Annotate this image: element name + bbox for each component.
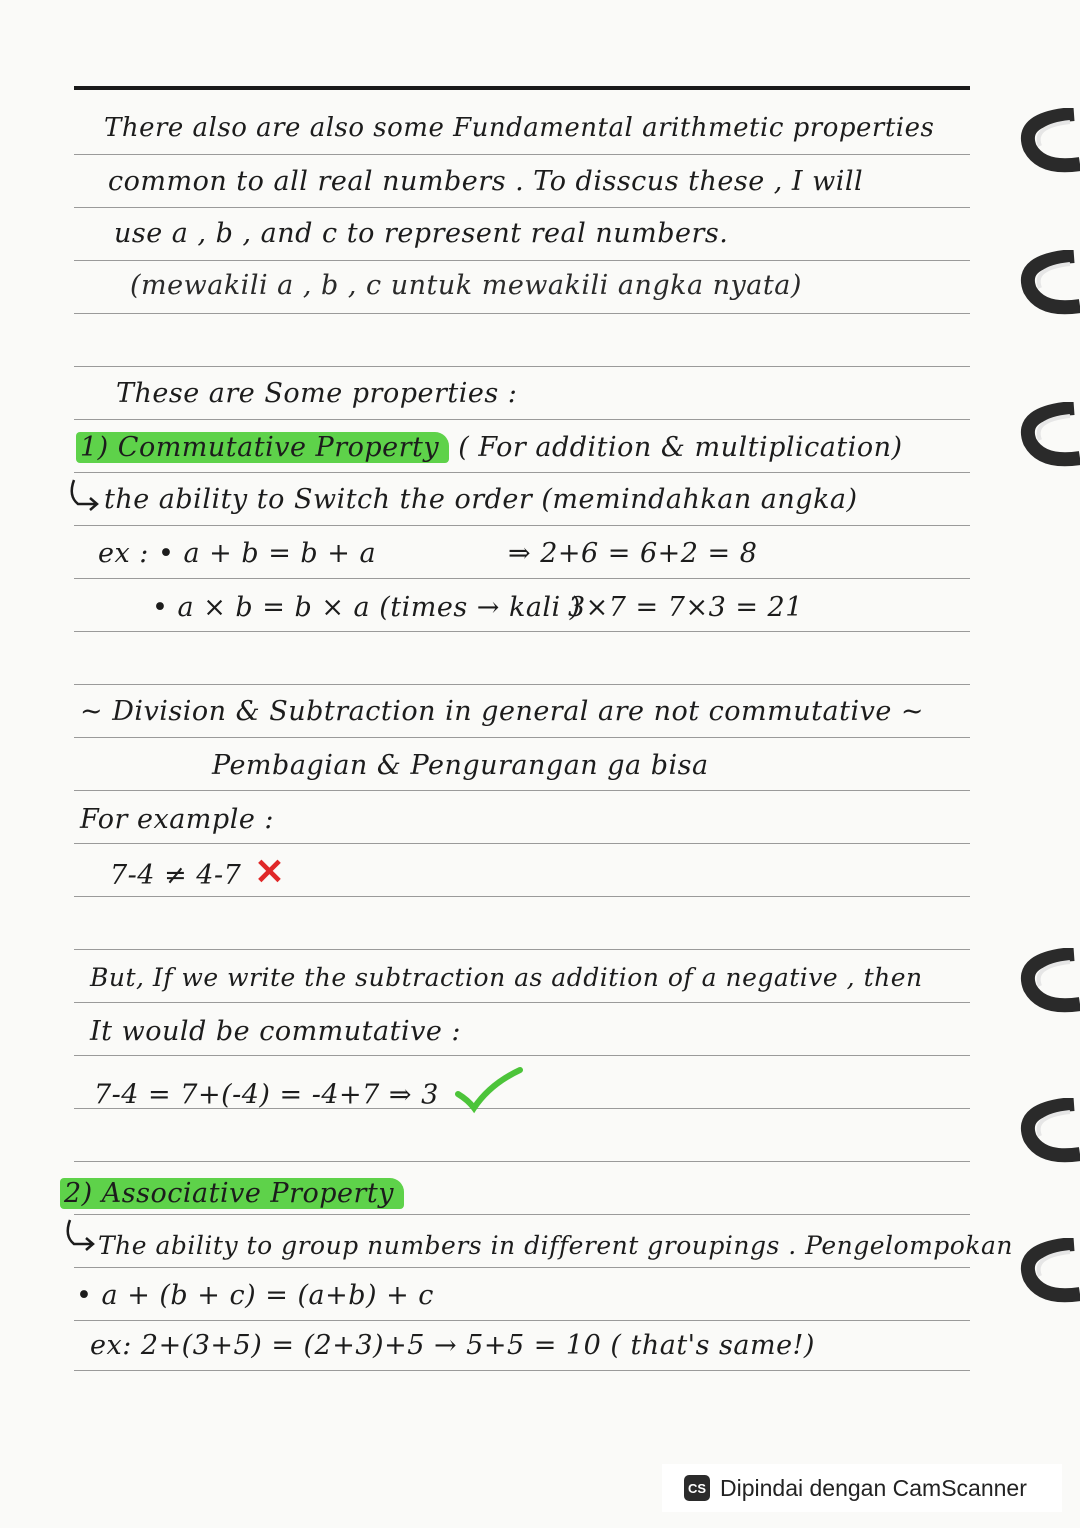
note-line-16-wrap	[94, 1066, 524, 1126]
ruled-line	[74, 578, 970, 579]
binding-ring-icon	[1014, 250, 1080, 316]
associative-heading: 2) Associative Property	[60, 1178, 404, 1209]
ruled-line	[74, 313, 970, 314]
camscanner-text: Dipindai dengan CamScanner	[720, 1474, 1027, 1501]
binding-ring-icon	[1014, 948, 1080, 1014]
ruled-line	[74, 631, 970, 632]
note-line-16: 7-4 = 7+(-4) = -4+7 ⇒ 3	[94, 1079, 439, 1111]
note-line-8b: ⇒ 2+6 = 6+2 = 8	[508, 538, 758, 569]
associative-heading-line	[60, 1174, 404, 1214]
note-line-5: These are Some properties :	[116, 378, 518, 409]
commutative-note: ( For addition & multiplication)	[458, 432, 903, 463]
ruled-line	[74, 1320, 970, 1321]
note-line-15: It would be commutative :	[90, 1016, 462, 1047]
note-line-13-wrap	[110, 852, 285, 896]
ruled-line	[74, 1161, 970, 1162]
ruled-line	[74, 154, 970, 155]
commutative-heading-line	[76, 428, 903, 468]
note-line-14: But, If we write the subtraction as addition of a negative , then	[90, 963, 923, 992]
ruled-line	[74, 949, 970, 950]
note-line-10: ~ Division & Subtraction in general are not commutative ~	[80, 696, 925, 727]
ruled-line	[74, 366, 970, 367]
note-line-20: ex: 2+(3+5) = (2+3)+5 → 5+5 = 10 ( that's same!)	[90, 1330, 815, 1361]
ruled-line	[74, 260, 970, 261]
ruled-line	[74, 896, 970, 897]
ruled-line	[74, 1214, 970, 1215]
note-line-9b: 3×7 = 7×3 = 21	[568, 592, 803, 623]
note-line-8a: ex : • a + b = b + a	[98, 538, 377, 569]
note-line-13: 7-4 ≠ 4-7	[110, 860, 242, 891]
note-line-11: Pembagian & Pengurangan ga bisa	[212, 750, 709, 781]
ruled-line	[74, 790, 970, 791]
binding-ring-icon	[1014, 1238, 1080, 1304]
check-icon	[454, 1066, 524, 1126]
note-line-1: There also are also some Fundamental arithmetic properties	[104, 113, 935, 143]
binding-ring-icon	[1014, 108, 1080, 174]
cross-icon: ✕	[254, 851, 286, 893]
note-line-3: use a , b , and c to represent real numbers.	[114, 218, 729, 249]
ruled-line	[74, 207, 970, 208]
ruled-line	[74, 1055, 970, 1056]
note-line-4: (mewakili a , b , c untuk mewakili angka nyata)	[130, 270, 802, 301]
top-rule	[74, 86, 970, 90]
ruled-line	[74, 843, 970, 844]
note-line-2: common to all real numbers . To disscus these , I will	[108, 166, 864, 197]
camscanner-logo-icon: CS	[684, 1475, 710, 1501]
note-line-9a: • a × b = b × a (times → kali )	[152, 592, 581, 623]
note-line-12: For example :	[80, 804, 274, 835]
commutative-heading: 1) Commutative Property	[76, 432, 449, 463]
note-line-7: the ability to Switch the order (memindahkan angka)	[104, 484, 858, 515]
hook-arrow-icon	[62, 1218, 96, 1258]
binding-ring-icon	[1014, 1098, 1080, 1164]
note-line-19: • a + (b + c) = (a+b) + c	[76, 1280, 434, 1311]
ruled-line	[74, 472, 970, 473]
hook-arrow-icon	[66, 478, 100, 518]
ruled-line	[74, 419, 970, 420]
note-line-18: The ability to group numbers in different groupings . Pengelompokan	[98, 1231, 1013, 1260]
ruled-line	[74, 684, 970, 685]
camscanner-watermark	[662, 1464, 1062, 1512]
ruled-line	[74, 737, 970, 738]
ruled-line	[74, 1370, 970, 1371]
ruled-line	[74, 1267, 970, 1268]
ruled-line	[74, 525, 970, 526]
binding-ring-icon	[1014, 402, 1080, 468]
ruled-line	[74, 1002, 970, 1003]
